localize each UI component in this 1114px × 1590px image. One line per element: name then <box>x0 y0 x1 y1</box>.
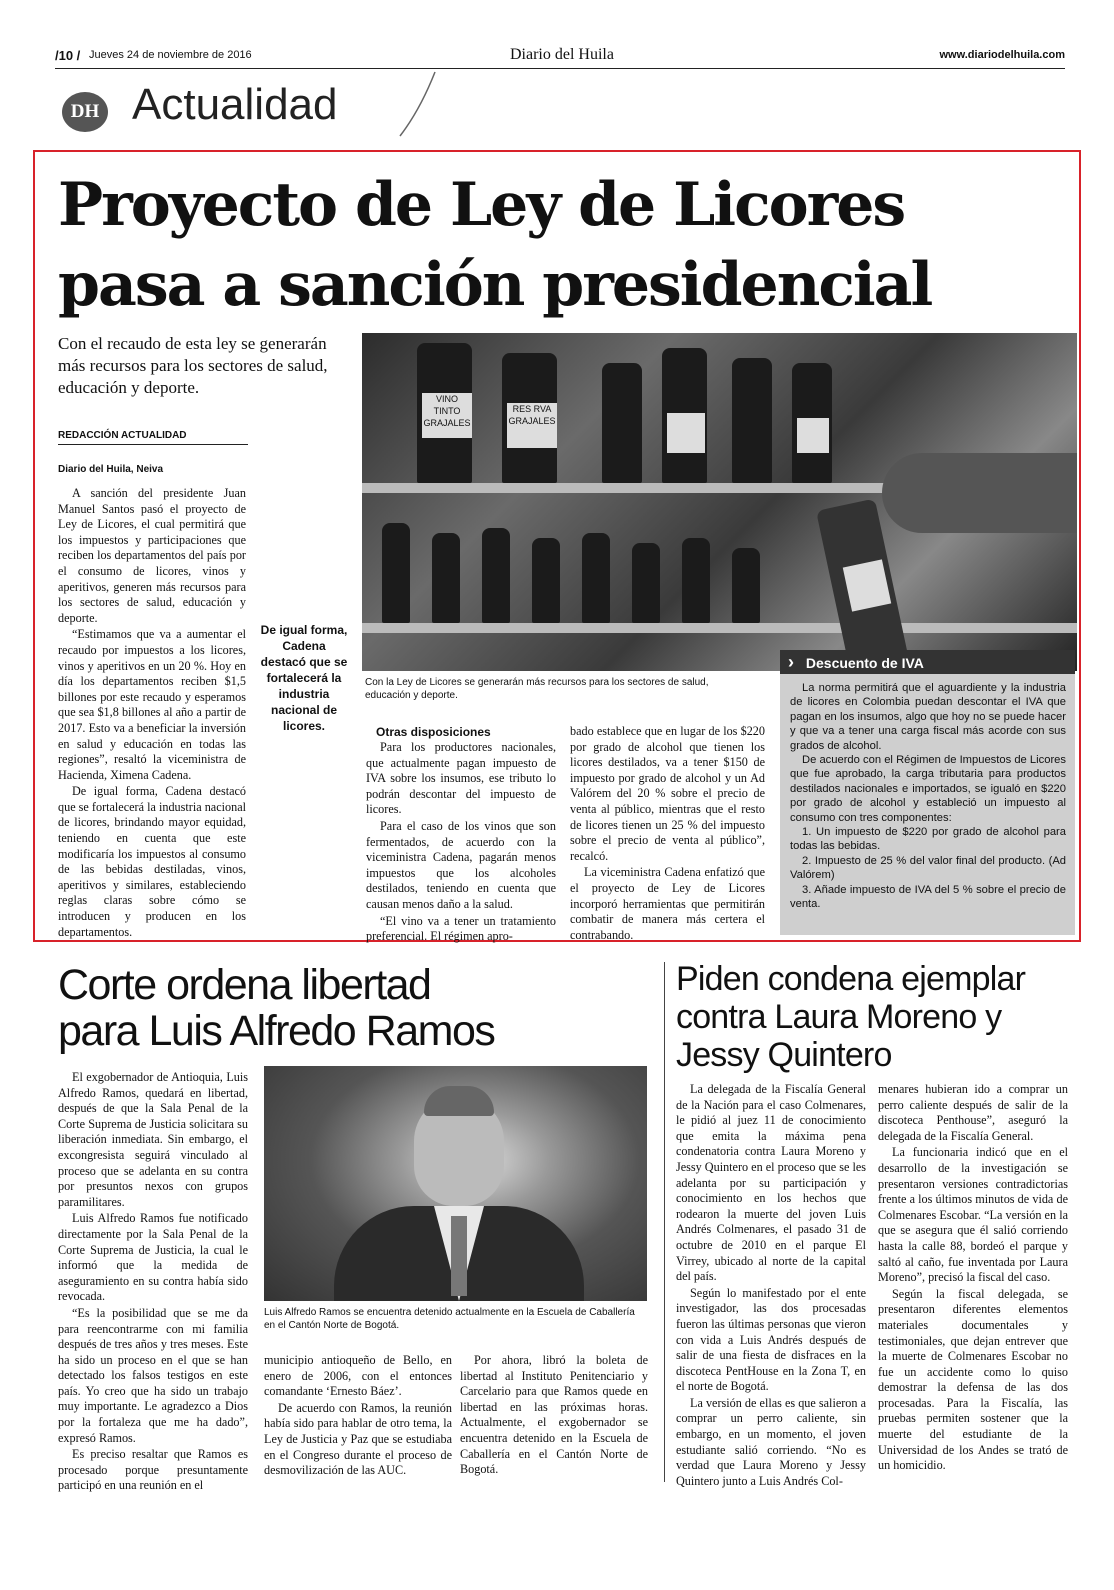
list-item: 1. Un impuesto de $220 por grado de alcohol para todas las bebidas. <box>790 826 1066 853</box>
paragraph: bado establece que en lugar de los $220 por grado de alcohol que tienen los licores destilados, va a tener $150 de impuesto por grado de alcohol y un Ad Valórem del 20 % sobre el precio de venta al público, mientras que el resto de licores tienen un 25 % del impuesto sobre el precio de venta al público”, recalcó. <box>570 724 765 863</box>
pull-quote: De igual forma, Cadena destacó que se fortalecerá la industria nacional de licores. <box>260 623 348 733</box>
bottle-label: VINO TINTO GRAJALES <box>422 393 472 438</box>
liquor-shelf-photo <box>362 333 1077 671</box>
portrait-hair <box>424 1086 494 1116</box>
lead-headline <box>58 165 1058 325</box>
story3-headline-line-3: Jessy Quintero <box>676 1036 892 1074</box>
story3-headline <box>676 960 1076 1074</box>
bottle-label: RES RVA GRAJALES <box>507 403 557 448</box>
bottle <box>582 533 610 623</box>
list-item: 2. Impuesto de 25 % del valor final del producto. (Ad Valórem) <box>790 854 1066 882</box>
story3-column-2 <box>878 1082 1068 1475</box>
bottle <box>732 358 772 483</box>
bottle <box>632 543 660 623</box>
box-header <box>780 650 1075 674</box>
dh-logo: DH <box>62 92 108 132</box>
lead-byline: REDACCIÓN ACTUALIDAD <box>58 430 248 445</box>
story2-column-1 <box>58 1070 248 1495</box>
iva-discount-box <box>780 650 1075 935</box>
story2-headline-line-2: para Luis Alfredo Ramos <box>58 1007 495 1055</box>
section-title: Actualidad <box>132 80 338 129</box>
masthead: Diario del Huila <box>510 46 614 63</box>
bottle-label <box>667 413 705 453</box>
subhead-other-provisions: Otras disposiciones <box>376 725 491 739</box>
paragraph: Para el caso de los vinos que son fermentados, de acuerdo con la viceministra Cadena, pagarán menos impuestos que los alcoholes destilados, teniendo en cuenta que causan menos daño a la salud. <box>366 818 556 911</box>
paragraph: menares hubieran ido a comprar un perro caliente después de salir de la discoteca Penthouse”, aseguró la delegada de la Fiscalía General. <box>878 1082 1068 1143</box>
lead-deck: Con el recaudo de esta ley se generarán más recursos para los sectores de salud, educación y deporte. <box>58 334 328 397</box>
shelf <box>362 623 1077 633</box>
bottle <box>432 533 460 623</box>
story3-headline-line-1: Piden condena ejemplar <box>676 960 1026 998</box>
story2-column-2 <box>264 1353 452 1480</box>
lead-headline-line-2: pasa a sanción presidencial <box>58 250 932 320</box>
paragraph: Según lo manifestado por el ente investigador, las dos procesadas fueron las últimas personas que vieron con vida a Luis Andrés después de salir de una fiesta de disfraces en la discoteca PentHouse en la Zona T, en el norte de Bogotá. <box>676 1285 866 1394</box>
paragraph: A sanción del presidente Juan Manuel Santos pasó el proyecto de Ley de Licores, el cual permitirá que los impuestos y participaciones que reciben los departamentos del país por el consumo de licores, vinos y aperitivos, generen más recursos para los sectores de salud, educación y deporte. <box>58 486 246 625</box>
bottle <box>732 548 760 623</box>
hand-arm <box>882 453 1077 533</box>
paragraph: De acuerdo con el Régimen de Impuestos de Licores que fue aprobado, la carga tributaria para productos destilados nacionales e importados, se igualó en $220 por grado de alcohol y estableció un impuesto al consumo con tres componentes: <box>790 754 1066 824</box>
lead-headline-line-1: Proyecto de Ley de Licores <box>58 170 905 240</box>
story2-column-3 <box>460 1353 648 1479</box>
story3-headline-line-2: contra Laura Moreno y <box>676 998 1002 1036</box>
bottle <box>602 363 642 483</box>
lead-dateline: Diario del Huila, Neiva <box>58 464 164 475</box>
page-number: /10 / <box>55 48 81 63</box>
paragraph: Es preciso resaltar que Ramos es procesado porque presuntamente participó en una reunión en el <box>58 1447 248 1493</box>
portrait-tie <box>451 1216 467 1296</box>
section-swoosh <box>395 70 445 140</box>
paragraph: De igual forma, Cadena destacó que se fortalecerá la industria nacional de licores, brindando mayor equidad, teniendo en cuenta que este modificaría los impuestos al consumo de las bebidas destiladas, vinos, aperitivos y similares, estableciendo reglas claras sobre cómo se introducen y producen en los departamentos. <box>58 784 246 939</box>
bottle <box>532 538 560 623</box>
story3-column-1 <box>676 1082 866 1490</box>
paragraph: La viceministra Cadena enfatizó que el proyecto de Ley de Licores incorporó herramientas que permitirán combatir de manera más certera el contrabando. <box>570 865 765 942</box>
lead-column-2 <box>366 740 556 946</box>
bottle-label <box>797 418 829 453</box>
paragraph: Según la fiscal delegada, se presentaron diferentes elementos materiales documentales y testimoniales, que dejan entrever que la muerte de Colmenares Escobar no fue un accidente como lo quiso demostrar la defensa de las dos procesadas. Para la Fiscalía, las pruebas permiten sostener que la muerte del estudiante de la Universidad de los Andes se trató de un homicidio. <box>878 1286 1068 1473</box>
paragraph: De acuerdo con Ramos, la reunión había sido para hablar de otro tema, la Ley de Justicia y Paz que se estudiaba en el Congreso durante el proceso de desmovilización de las AUC. <box>264 1400 452 1478</box>
issue-date: Jueves 24 de noviembre de 2016 <box>89 49 252 61</box>
list-item: 3. Añade impuesto de IVA del 5 % sobre el precio de venta. <box>790 883 1066 911</box>
site-url[interactable]: www.diariodelhuila.com <box>939 49 1065 61</box>
paragraph: La versión de ellas es que salieron a comprar un perro caliente, sin embargo, en un momento, el joven estudiante salió corriendo. “No es verdad que Laura Moreno y Jessy Quintero junto a Luis Andrés Col- <box>676 1395 866 1488</box>
paragraph: Para los productores nacionales, que actualmente pagan impuesto de IVA sobre los insumos, ese tributo lo podrán descontar del impuesto de licores. <box>366 740 556 817</box>
bottle <box>482 528 510 623</box>
paragraph: Por ahora, libró la boleta de libertad al Instituto Penitenciario y Carcelario para que Ramos quede en libertad en las próximas horas. Actualmente, el exgobernador se encuentra detenido en la Escuela de Caballería en el Cantón Norte de Bogotá. <box>460 1353 648 1477</box>
paragraph: La funcionaria indicó que en el desarrollo de la investigación se presentaron versiones contradictorias frente a los últimos minutos de vida de Colmenares Escobar. “La versión en la que se asegura que él salió corriendo hasta la calle 88, bordeó el parque y saltó al caño, fue inventada por Laura Moreno”, precisó la fiscal del caso. <box>878 1145 1068 1285</box>
bottle <box>382 523 410 623</box>
paragraph: El exgobernador de Antioquia, Luis Alfredo Ramos, quedará en libertad, después de que la Sala Penal de la Corte Suprema de Justicia solicitara su liberación inmediata. Sin embargo, el excongresista seguirá vinculado al proceso que se adelanta en su contra por presuntos nexos con grupos paramilitares. <box>58 1070 248 1209</box>
ramos-portrait-photo <box>264 1066 647 1301</box>
bottle <box>682 538 710 623</box>
chevron-right-icon: › <box>788 652 794 672</box>
column-divider <box>664 962 665 1482</box>
paragraph: Luis Alfredo Ramos fue notificado directamente por la Sala Penal de la Corte Suprema de Justicia, la cual le informó que la medida de aseguramiento en su contra había sido revocada. <box>58 1211 248 1304</box>
paragraph: La delegada de la Fiscalía General de la Nación para el caso Colmenares, le pidió al juez 11 de conocimiento que emita la máxima pena condenatoria contra Laura Moreno y Jessy Quintero en el proceso que se les adelanta por su participación y conocimiento en los hechos que rodearon la muerte del joven Luis Andrés Colmenares, el pasado 31 de octubre de 2010 en el parque El Virrey, ubicado al norte de la capital del país. <box>676 1082 866 1284</box>
lead-column-1 <box>58 486 246 941</box>
page-header <box>55 46 1065 69</box>
paragraph: municipio antioqueño de Bello, en enero de 2006, con el entonces comandante ‘Ernesto Báez’. <box>264 1353 452 1399</box>
box-title: Descuento de IVA <box>805 655 924 671</box>
story2-headline-line-1: Corte ordena libertad <box>58 961 431 1009</box>
story2-headline <box>58 962 658 1054</box>
paragraph: “Estimamos que va a aumentar el recaudo por impuestos a los licores, vinos y aperitivos en un 20 %. Hoy en día los departamentos reciben $1,5 billones por este recaudo y esperamos que sea $1,8 billones al año a partir de 2017. Esto va a beneficiar la inversión en salud y educación en todas las regiones”, resaltó la viceministra de Hacienda, Ximena Cadena. <box>58 627 246 782</box>
lead-column-3 <box>570 724 765 944</box>
story2-photo-caption: Luis Alfredo Ramos se encuentra detenido actualmente en la Escuela de Caballería en el Cantón Norte de Bogotá. <box>264 1307 635 1331</box>
box-text <box>790 681 1066 912</box>
paragraph: La norma permitirá que el aguardiente y la industria de licores en Colombia puedan descontar el IVA que pagan en los insumos, algo que hoy no se puede hacer y que va a tener una carga fiscal más acorde con sus grados de alcohol. <box>790 682 1066 752</box>
lead-photo-caption: Con la Ley de Licores se generarán más recursos para los sectores de salud, educación y deporte. <box>365 677 709 701</box>
paragraph: “El vino va a tener un tratamiento preferencial. El régimen apro- <box>366 913 556 944</box>
paragraph: “Es la posibilidad que se me da para reencontrarme con mi familia después de tres años y tres meses. Este ha sido un proceso en el que se han detectado los falsos testigos en este país. Yo creo que ha sido un trabajo muy importante. Le agradezco a Dios por la fortaleza que me ha dado”, expresó Ramos. <box>58 1305 248 1445</box>
